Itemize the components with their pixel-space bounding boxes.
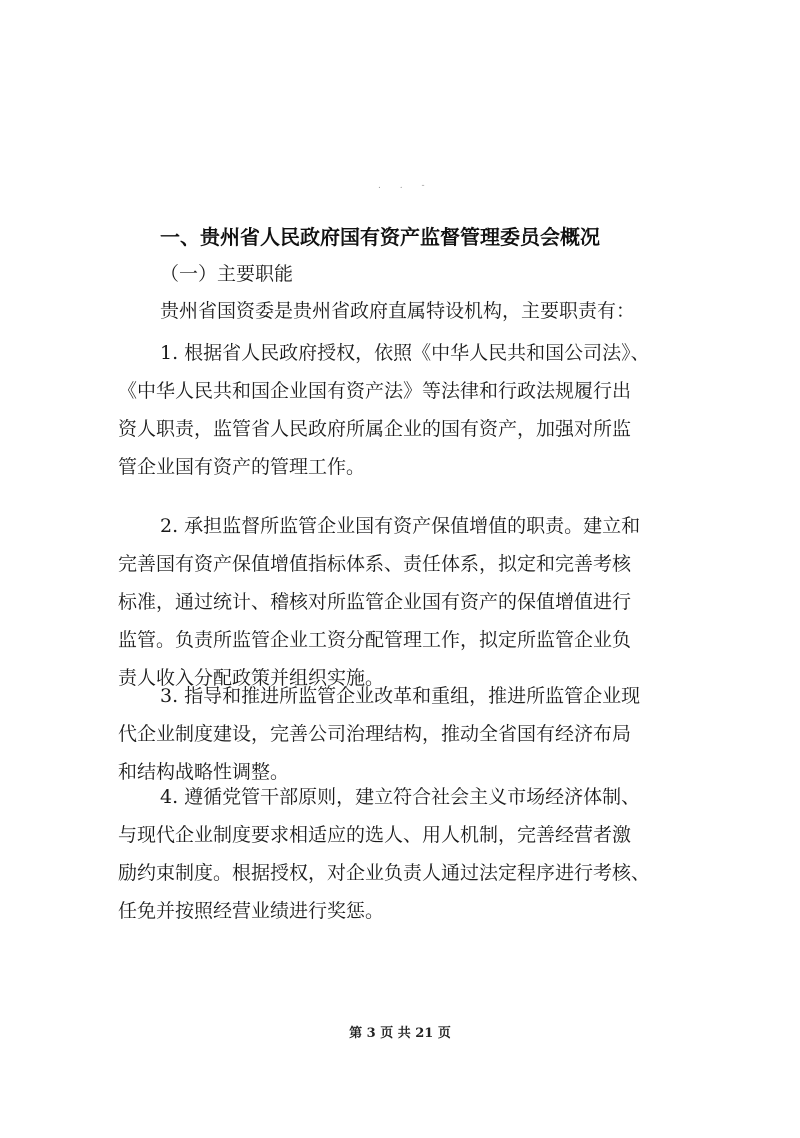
paragraph-line: 管企业国有资产的管理工作。: [118, 456, 366, 478]
paragraph-line: 任免并按照经营业绩进行奖惩。: [118, 900, 385, 922]
paragraph-line: 资人职责，监管省人民政府所属企业的国有资产，加强对所监: [118, 418, 632, 440]
duty-item-1: [118, 334, 688, 486]
intro-paragraph: 贵州省国资委是贵州省政府直属特设机构，主要职责有：: [160, 300, 636, 322]
paragraph-line: 4. 遵循党管干部原则，建立符合社会主义市场经济体制、: [160, 786, 641, 808]
paragraph-line: 2. 承担监督所监管企业国有资产保值增值的职责。建立和: [160, 515, 641, 537]
paragraph-line: 3. 指导和推进所监管企业改革和重组，推进所监管企业现: [160, 685, 641, 707]
duty-item-3: [118, 677, 688, 791]
paragraph-line: 《中华人民共和国企业国有资产法》等法律和行政法规履行出: [118, 380, 632, 402]
scan-artifact-marks: . . -: [378, 181, 433, 191]
paragraph-line: 1. 根据省人民政府授权，依照《中华人民共和国公司法》、: [160, 342, 650, 364]
paragraph-line: 代企业制度建设，完善公司治理结构，推动全省国有经济布局: [118, 723, 632, 745]
paragraph-line: 责人收入分配政策并组织实施。: [118, 667, 385, 689]
paragraph-line: 完善国有资产保值增值指标体系、责任体系，拟定和完善考核: [118, 553, 632, 575]
paragraph-line: 标准，通过统计、稽核对所监管企业国有资产的保值增值进行: [118, 591, 632, 613]
page-number-footer: 第 3 页 共 21 页: [349, 1026, 451, 1041]
section-heading: 一、贵州省人民政府国有资产监督管理委员会概况: [160, 225, 600, 249]
paragraph-line: 与现代企业制度要求相适应的选人、用人机制，完善经营者激: [118, 824, 632, 846]
duty-item-2: [118, 507, 688, 697]
subsection-heading: （一）主要职能: [160, 263, 294, 285]
paragraph-line: 监管。负责所监管企业工资分配管理工作，拟定所监管企业负: [118, 629, 632, 651]
paragraph-line: 和结构战略性调整。: [118, 761, 290, 783]
paragraph-line: 励约束制度。根据授权，对企业负责人通过法定程序进行考核、: [118, 862, 651, 884]
duty-item-4: [118, 778, 688, 930]
